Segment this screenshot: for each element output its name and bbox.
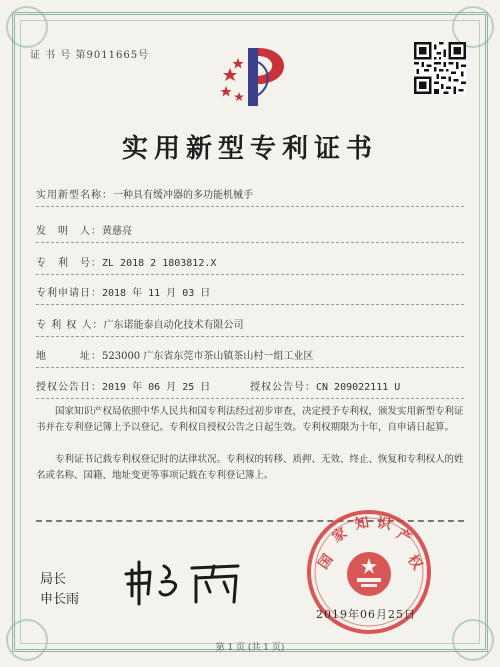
grant-date-label: 授权公告日： <box>36 382 102 393</box>
legal-status-paragraph: 专利证书记载专利权登记时的法律状况。专利权的转移、质押、无效、终止、恢复和专利权人的姓名或名称、国籍、地址变更等事项记载在专利登记簿上。 <box>36 454 464 481</box>
grant-statement-paragraph: 国家知识产权局依照中华人民共和国专利法经过初步审查，决定授予专利权，颁发实用新型专利证书并在专利登记簿上予以登记。专利权自授权公告之日起生效。专利权期限为十年，自申请日起算。 <box>36 406 464 433</box>
patentee-row <box>36 316 244 331</box>
utility-model-name-label: 实用新型名称： <box>36 190 113 201</box>
director-title: 局长 <box>40 572 67 587</box>
address-row <box>36 347 313 362</box>
utility-model-name-value: 一种具有缓冲器的多功能机械手 <box>113 190 253 201</box>
document-title: 实用新型专利证书 <box>121 134 378 164</box>
grant-number-value: CN 209022111 U <box>316 382 401 393</box>
qr-code-icon <box>414 42 466 94</box>
inventor-row <box>36 222 132 237</box>
patentee-label: 专 利 权 人： <box>36 320 104 331</box>
svg-text:家: 家 <box>329 524 351 546</box>
inventor-value: 黄慈亮 <box>102 226 132 237</box>
address-label: 地 址： <box>36 351 102 362</box>
patent-office-logo <box>212 40 302 112</box>
inventor-label: 发 明 人： <box>36 226 102 237</box>
filing-date-value: 2018 年 11 月 03 日 <box>102 288 211 299</box>
divider <box>36 274 464 275</box>
divider <box>36 336 464 337</box>
svg-text:知: 知 <box>353 514 371 533</box>
svg-text:国: 国 <box>315 551 337 573</box>
address-value: 523000 广东省东莞市茶山镇茶山村一组工业区 <box>102 351 314 362</box>
patent-number-label: 专 利 号： <box>36 258 102 269</box>
grant-date-value: 2019 年 06 月 25 日 <box>102 382 211 393</box>
svg-text:识: 识 <box>375 515 393 534</box>
patent-number-row <box>36 254 216 269</box>
divider <box>36 206 464 207</box>
divider <box>36 398 464 399</box>
divider <box>36 242 464 243</box>
grant-date-row <box>36 378 210 393</box>
divider <box>36 304 464 305</box>
patent-number-value: ZL 2018 2 1803812.X <box>102 258 217 269</box>
grant-number-label: 授权公告号： <box>250 382 316 393</box>
utility-model-name-row <box>36 186 253 201</box>
divider <box>36 367 464 368</box>
certificate-number: 证 书 号 第9011665号 <box>30 50 150 61</box>
seal-date: 2019年06月25日 <box>316 608 416 621</box>
svg-text:权: 权 <box>404 552 426 573</box>
director-name: 申长雨 <box>40 592 80 607</box>
svg-text:产: 产 <box>393 526 415 548</box>
grant-number-row <box>250 378 400 393</box>
patentee-value: 广东诺能泰自动化技术有限公司 <box>103 320 244 331</box>
page-footer: 第 1 页 (共 1 页) <box>215 643 285 653</box>
corner-ornament <box>6 6 48 48</box>
director-signature <box>120 556 250 606</box>
filing-date-row <box>36 284 210 299</box>
filing-date-label: 专利申请日： <box>36 288 102 299</box>
